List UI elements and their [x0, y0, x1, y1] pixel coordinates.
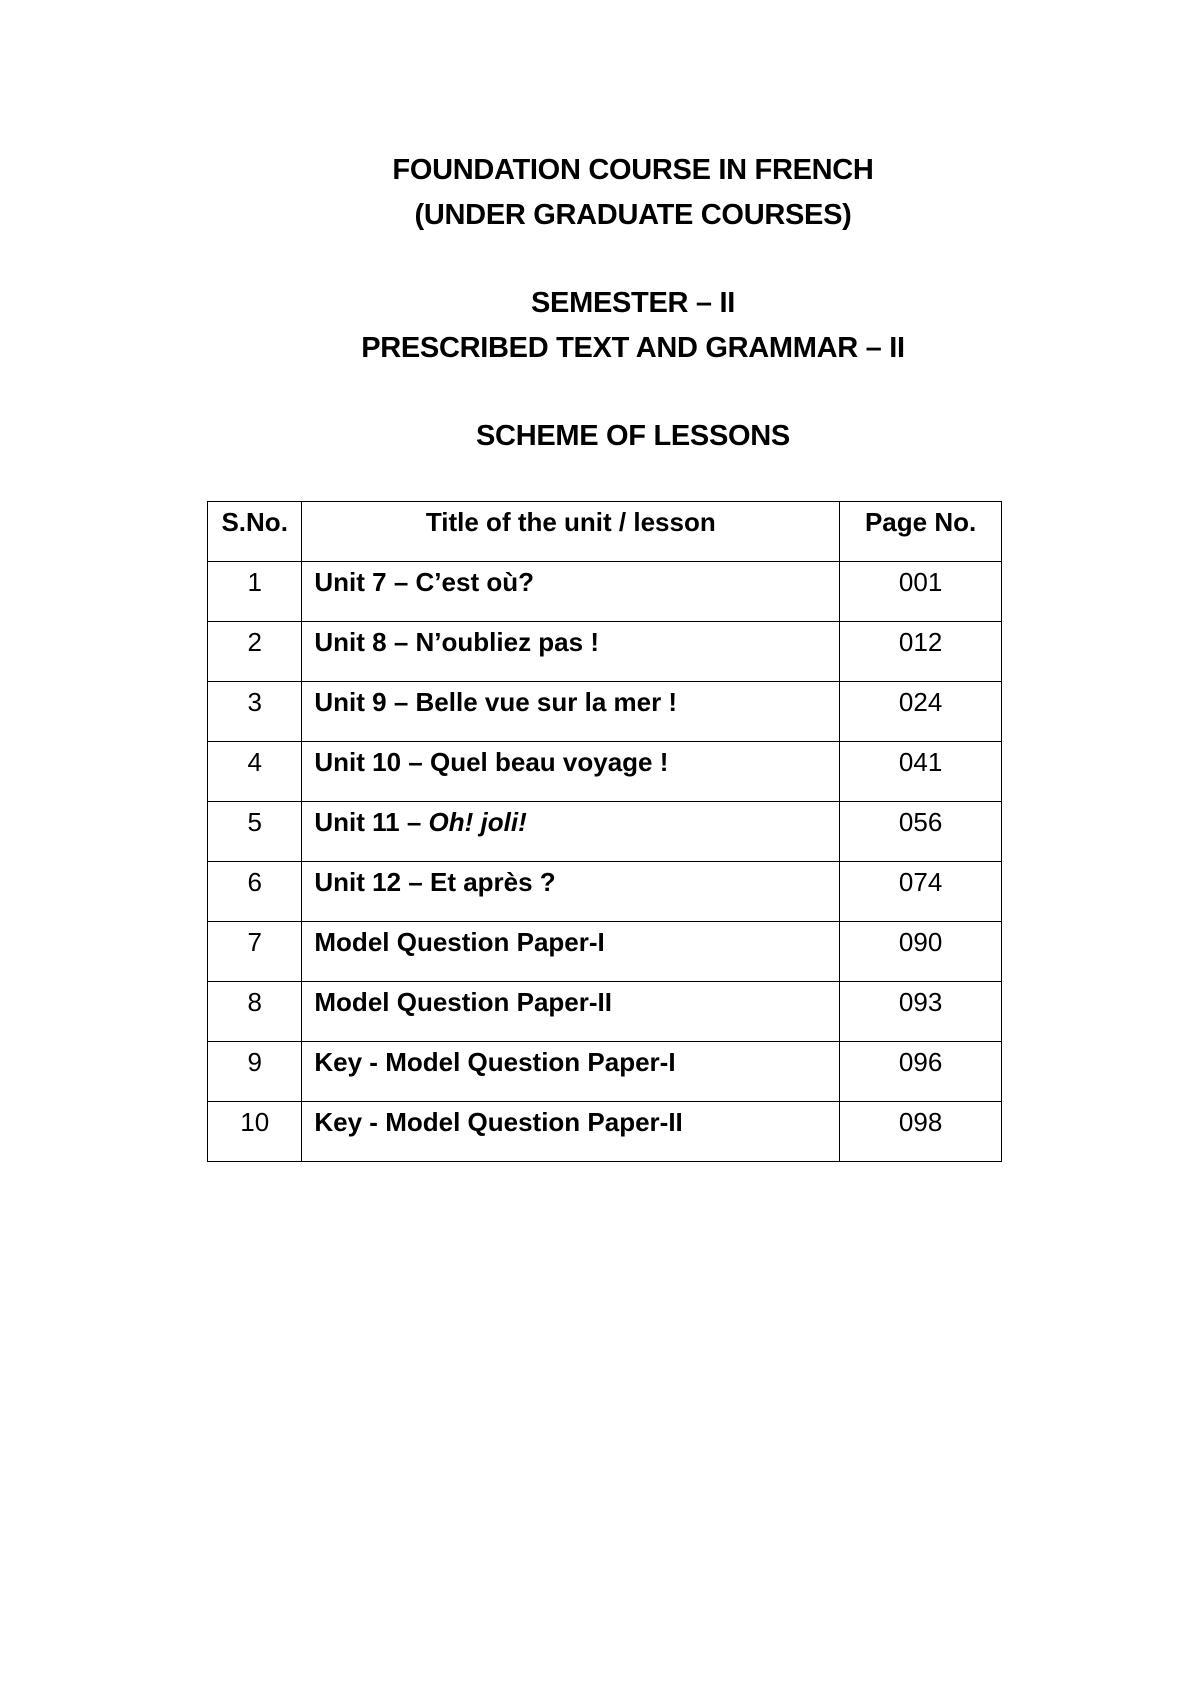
- header-page: Page No.: [840, 502, 1002, 562]
- table-row: [208, 682, 1002, 742]
- row-title: Unit 7 – C’est où?: [302, 562, 840, 622]
- row-page: 096: [840, 1042, 1002, 1102]
- row-title: Unit 9 – Belle vue sur la mer !: [302, 682, 840, 742]
- table-row: [208, 802, 1002, 862]
- table-row: [208, 622, 1002, 682]
- scheme-title: SCHEME OF LESSONS: [476, 420, 790, 452]
- table-header-row: [208, 502, 1002, 562]
- row-title: Unit 10 – Quel beau voyage !: [302, 742, 840, 802]
- row-page: 093: [840, 982, 1002, 1042]
- row-page: 012: [840, 622, 1002, 682]
- row-sno: 6: [208, 862, 302, 922]
- row-title: Key - Model Question Paper-II: [302, 1102, 840, 1162]
- table-row: [208, 982, 1002, 1042]
- row-sno: 2: [208, 622, 302, 682]
- row-title-prefix: Unit 11 –: [314, 807, 429, 837]
- table-row: [208, 1102, 1002, 1162]
- row-page: 090: [840, 922, 1002, 982]
- row-title: [302, 802, 840, 862]
- row-title-italic: Oh! joli!: [428, 807, 527, 837]
- row-sno: 7: [208, 922, 302, 982]
- row-page: 074: [840, 862, 1002, 922]
- header-title: Title of the unit / lesson: [302, 502, 840, 562]
- table-row: [208, 862, 1002, 922]
- row-title: Model Question Paper-II: [302, 982, 840, 1042]
- course-title: FOUNDATION COURSE IN FRENCH: [392, 154, 874, 186]
- header-sno: S.No.: [208, 502, 302, 562]
- lessons-table: [207, 501, 1002, 1162]
- document-heading: [0, 148, 1200, 459]
- row-page: 041: [840, 742, 1002, 802]
- row-sno: 9: [208, 1042, 302, 1102]
- row-title: Unit 12 – Et après ?: [302, 862, 840, 922]
- row-sno: 3: [208, 682, 302, 742]
- row-sno: 5: [208, 802, 302, 862]
- row-page: 098: [840, 1102, 1002, 1162]
- row-page: 001: [840, 562, 1002, 622]
- row-title: Unit 8 – N’oubliez pas !: [302, 622, 840, 682]
- row-page: 056: [840, 802, 1002, 862]
- semester-label: SEMESTER – II: [531, 287, 735, 319]
- table-row: [208, 742, 1002, 802]
- row-page: 024: [840, 682, 1002, 742]
- row-sno: 1: [208, 562, 302, 622]
- row-sno: 4: [208, 742, 302, 802]
- table-row: [208, 562, 1002, 622]
- table-row: [208, 922, 1002, 982]
- course-subtitle: (UNDER GRADUATE COURSES): [414, 199, 852, 231]
- row-title: Model Question Paper-I: [302, 922, 840, 982]
- table-row: [208, 1042, 1002, 1102]
- row-sno: 8: [208, 982, 302, 1042]
- row-title: Key - Model Question Paper-I: [302, 1042, 840, 1102]
- row-sno: 10: [208, 1102, 302, 1162]
- paper-title: PRESCRIBED TEXT AND GRAMMAR – II: [361, 332, 905, 364]
